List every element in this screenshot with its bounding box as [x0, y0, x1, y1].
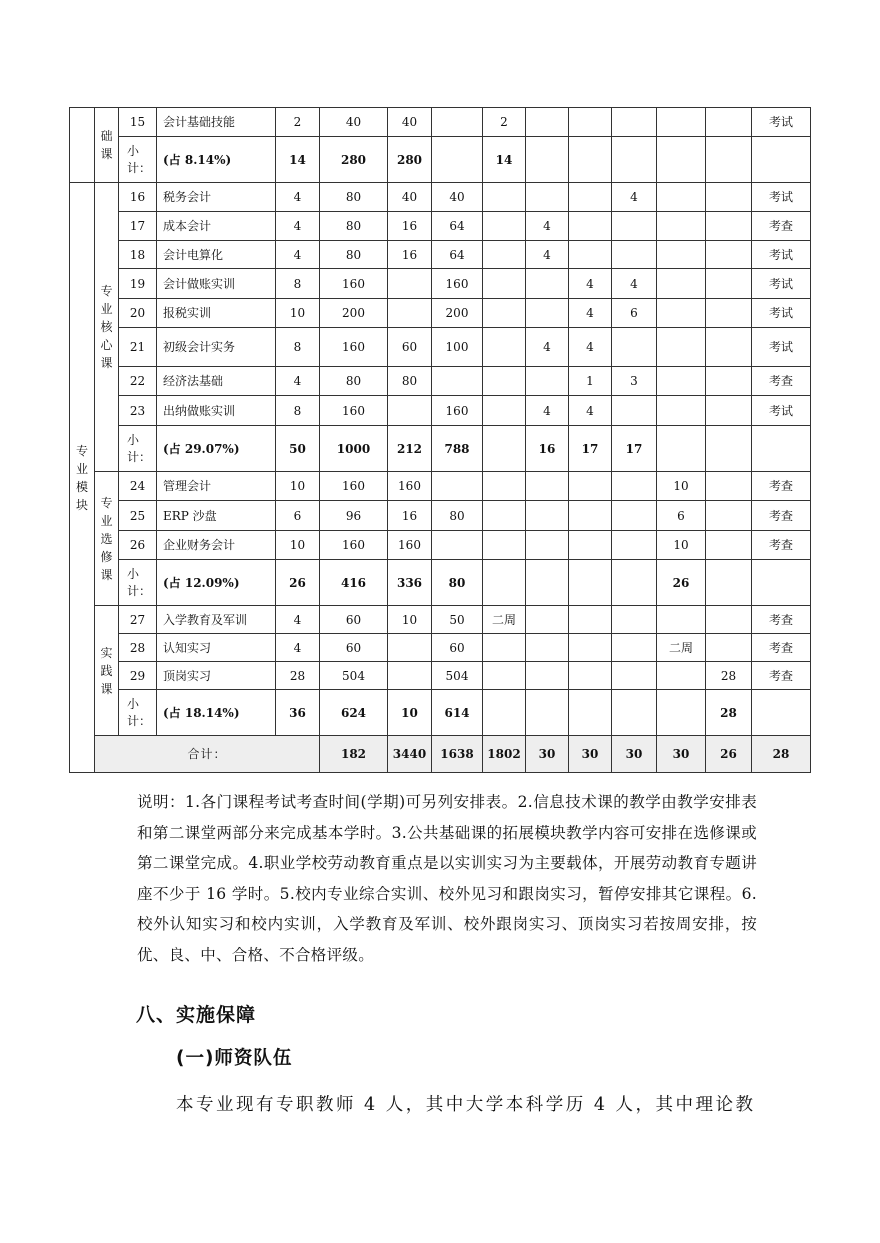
semester-4-cell: [612, 634, 657, 662]
course-name: 初级会计实务: [157, 328, 276, 367]
subtotal-percentage: (占 18.14%): [157, 690, 276, 736]
semester-2-cell: 4: [526, 212, 569, 241]
hours-total-cell: 160: [320, 269, 388, 299]
semester-5-cell: [657, 606, 706, 634]
semester-1-cell: [483, 634, 526, 662]
semester-1-cell: [483, 269, 526, 299]
category-label: 专业模块: [75, 443, 88, 512]
semester-1-cell: 二周: [483, 606, 526, 634]
exam-type-cell: 考查: [752, 367, 811, 396]
semester-1-cell: [483, 501, 526, 531]
category-cell: [95, 472, 119, 606]
semester-3-cell: [569, 560, 612, 606]
exam-type-cell: 考查: [752, 501, 811, 531]
hours-practice-cell: 100: [432, 328, 483, 367]
table-row: [70, 606, 811, 634]
hours-practice-cell: 60: [432, 634, 483, 662]
hours-theory-cell: 60: [388, 328, 432, 367]
credit-cell: 26: [276, 560, 320, 606]
hours-practice-cell: [432, 108, 483, 137]
semester-2-cell: [526, 269, 569, 299]
semester-2-cell: 4: [526, 396, 569, 426]
credit-cell: 10: [276, 299, 320, 328]
subtotal-label: 小计：: [119, 560, 157, 606]
hours-total-cell: 624: [320, 690, 388, 736]
semester-3-cell: 4: [569, 269, 612, 299]
left-margin-cell: [70, 108, 95, 183]
semester-5-cell: [657, 690, 706, 736]
course-name: 会计基础技能: [157, 108, 276, 137]
credit-cell: 4: [276, 241, 320, 269]
semester-3-cell: [569, 241, 612, 269]
hours-total-cell: 80: [320, 183, 388, 212]
hours-total-cell: 280: [320, 137, 388, 183]
semester-2-cell: [526, 501, 569, 531]
exam-type-cell: 考试: [752, 328, 811, 367]
table-row: [70, 269, 811, 299]
semester-4-cell: [612, 137, 657, 183]
table-row: [70, 108, 811, 137]
exam-type-cell: 考查: [752, 472, 811, 501]
semester-3-cell: [569, 137, 612, 183]
hours-total-cell: 80: [320, 367, 388, 396]
semester-6-cell: [706, 531, 752, 560]
hours-theory-cell: [388, 662, 432, 690]
subtotal-percentage: (占 12.09%): [157, 560, 276, 606]
hours-total-cell: 416: [320, 560, 388, 606]
semester-6-cell: [706, 328, 752, 367]
semester-2-cell: [526, 367, 569, 396]
semester-2-cell: 4: [526, 241, 569, 269]
total-row: [70, 736, 811, 773]
semester-4-cell: 4: [612, 183, 657, 212]
semester-6-cell: [706, 367, 752, 396]
subtotal-row: [70, 560, 811, 606]
semester-2-cell: [526, 606, 569, 634]
subtotal-row: [70, 690, 811, 736]
semester-6-cell: [706, 606, 752, 634]
exam-type-cell: 考查: [752, 531, 811, 560]
credit-cell: 50: [276, 426, 320, 472]
semester-2-cell: [526, 137, 569, 183]
semester-5-cell: [657, 299, 706, 328]
semester-1-cell: 30: [526, 736, 569, 773]
semester-6-cell: [706, 472, 752, 501]
exam-type-cell: 考试: [752, 299, 811, 328]
semester-6-cell: [706, 241, 752, 269]
course-name: 经济法基础: [157, 367, 276, 396]
course-number: 27: [119, 606, 157, 634]
category-cell: 础课: [95, 108, 119, 183]
semester-4-cell: [612, 472, 657, 501]
hours-practice-cell: 1802: [483, 736, 526, 773]
course-number: 20: [119, 299, 157, 328]
course-name: 管理会计: [157, 472, 276, 501]
table-row: [70, 328, 811, 367]
hours-theory-cell: 16: [388, 501, 432, 531]
hours-total-cell: 504: [320, 662, 388, 690]
hours-total-cell: 3440: [388, 736, 432, 773]
table-row: [70, 531, 811, 560]
semester-5-cell: [657, 137, 706, 183]
hours-practice-cell: 64: [432, 212, 483, 241]
hours-practice-cell: 40: [432, 183, 483, 212]
exam-type-cell: 考查: [752, 212, 811, 241]
hours-theory-cell: 16: [388, 241, 432, 269]
credit-cell: 4: [276, 212, 320, 241]
hours-practice-cell: 788: [432, 426, 483, 472]
course-number: 18: [119, 241, 157, 269]
semester-1-cell: [483, 367, 526, 396]
hours-total-cell: 40: [320, 108, 388, 137]
table-body: [70, 108, 811, 773]
semester-4-cell: 17: [612, 426, 657, 472]
semester-4-cell: [612, 560, 657, 606]
semester-5-cell: [657, 183, 706, 212]
hours-practice-cell: [432, 531, 483, 560]
semester-6-cell: [706, 108, 752, 137]
category-label: 专业选修课: [100, 495, 113, 582]
semester-2-cell: 4: [526, 328, 569, 367]
hours-total-cell: 60: [320, 606, 388, 634]
hours-practice-cell: 64: [432, 241, 483, 269]
curriculum-table: [69, 107, 811, 773]
hours-practice-cell: 200: [432, 299, 483, 328]
course-number: 19: [119, 269, 157, 299]
semester-1-cell: [483, 472, 526, 501]
hours-theory-cell: 1638: [432, 736, 483, 773]
course-number: 24: [119, 472, 157, 501]
semester-4-cell: [612, 662, 657, 690]
course-name: 顶岗实习: [157, 662, 276, 690]
semester-3-cell: [569, 501, 612, 531]
semester-1-cell: [483, 241, 526, 269]
semester-1-cell: [483, 396, 526, 426]
semester-1-cell: [483, 426, 526, 472]
semester-3-cell: [569, 606, 612, 634]
semester-4-cell: [612, 501, 657, 531]
hours-practice-cell: [432, 367, 483, 396]
table-row: [70, 634, 811, 662]
subsection-heading: (一)师资队伍: [176, 1048, 293, 1069]
table-row: [70, 396, 811, 426]
table-row: [70, 662, 811, 690]
body-paragraph: 本专业现有专职教师 4 人，其中大学本科学历 4 人，其中理论教: [176, 1095, 756, 1115]
hours-theory-cell: [388, 299, 432, 328]
credit-cell: 10: [276, 531, 320, 560]
exam-type-cell: 考试: [752, 396, 811, 426]
hours-total-cell: 200: [320, 299, 388, 328]
course-name: 入学教育及军训: [157, 606, 276, 634]
semester-2-cell: [526, 108, 569, 137]
semester-4-cell: 4: [612, 269, 657, 299]
semester-1-cell: [483, 662, 526, 690]
semester-3-cell: [569, 662, 612, 690]
category-cell: [95, 606, 119, 736]
table-row: [70, 299, 811, 328]
hours-practice-cell: 160: [432, 396, 483, 426]
hours-practice-cell: 614: [432, 690, 483, 736]
exam-type-cell: 考试: [752, 269, 811, 299]
semester-6-cell: [706, 396, 752, 426]
credit-cell: 8: [276, 269, 320, 299]
hours-theory-cell: [388, 269, 432, 299]
semester-5-cell: [657, 367, 706, 396]
semester-1-cell: 2: [483, 108, 526, 137]
hours-practice-cell: [432, 137, 483, 183]
semester-3-cell: [569, 634, 612, 662]
exam-type-cell: 考查: [752, 662, 811, 690]
subtotal-row: [70, 426, 811, 472]
hours-theory-cell: 40: [388, 183, 432, 212]
semester-5-cell: [657, 269, 706, 299]
section-heading: 八、实施保障: [136, 1004, 257, 1026]
category-label: 实践课: [100, 645, 113, 696]
exam-type-cell: 考试: [752, 108, 811, 137]
semester-4-cell: [612, 690, 657, 736]
hours-theory-cell: 10: [388, 606, 432, 634]
exam-type-cell: 考试: [752, 183, 811, 212]
subtotal-label: 小计：: [119, 137, 157, 183]
semester-4-cell: [612, 108, 657, 137]
semester-6-cell: 28: [706, 690, 752, 736]
hours-practice-cell: 80: [432, 560, 483, 606]
subtotal-row: [70, 137, 811, 183]
hours-practice-cell: 80: [432, 501, 483, 531]
credit-cell: 36: [276, 690, 320, 736]
credit-cell: 28: [276, 662, 320, 690]
hours-practice-cell: [432, 472, 483, 501]
semester-3-cell: 4: [569, 299, 612, 328]
hours-theory-cell: 280: [388, 137, 432, 183]
hours-theory-cell: 40: [388, 108, 432, 137]
course-number: 21: [119, 328, 157, 367]
hours-practice-cell: 504: [432, 662, 483, 690]
course-number: 22: [119, 367, 157, 396]
course-number: 28: [119, 634, 157, 662]
semester-3-cell: [569, 212, 612, 241]
exam-type-cell: [752, 426, 811, 472]
credit-cell: 8: [276, 396, 320, 426]
course-name: 成本会计: [157, 212, 276, 241]
semester-5-cell: [657, 212, 706, 241]
semester-6-cell: [706, 137, 752, 183]
semester-6-cell: [706, 501, 752, 531]
semester-4-cell: [612, 606, 657, 634]
semester-4-cell: 30: [657, 736, 706, 773]
credit-cell: 14: [276, 137, 320, 183]
table-row: [70, 501, 811, 531]
credit-cell: 4: [276, 183, 320, 212]
subtotal-label: 小计：: [119, 690, 157, 736]
semester-5-cell: [657, 396, 706, 426]
semester-2-cell: 30: [569, 736, 612, 773]
semester-5-cell: [657, 241, 706, 269]
hours-theory-cell: 10: [388, 690, 432, 736]
category-cell: [95, 183, 119, 472]
credit-cell: 2: [276, 108, 320, 137]
credit-cell: 10: [276, 472, 320, 501]
hours-total-cell: 160: [320, 472, 388, 501]
semester-5-cell: 10: [657, 531, 706, 560]
credit-cell: 8: [276, 328, 320, 367]
semester-6-cell: [706, 560, 752, 606]
course-name: 出纳做账实训: [157, 396, 276, 426]
exam-type-cell: 考查: [752, 606, 811, 634]
semester-4-cell: [612, 396, 657, 426]
semester-6-cell: [706, 212, 752, 241]
table-row: [70, 212, 811, 241]
semester-2-cell: [526, 531, 569, 560]
semester-2-cell: [526, 183, 569, 212]
semester-1-cell: [483, 183, 526, 212]
semester-5-cell: [657, 328, 706, 367]
semester-5-cell: 26: [706, 736, 752, 773]
credit-cell: 182: [320, 736, 388, 773]
hours-total-cell: 160: [320, 328, 388, 367]
subtotal-percentage: (占 8.14%): [157, 137, 276, 183]
course-name: 报税实训: [157, 299, 276, 328]
semester-6-cell: [706, 183, 752, 212]
semester-3-cell: 17: [569, 426, 612, 472]
semester-1-cell: 14: [483, 137, 526, 183]
hours-total-cell: 96: [320, 501, 388, 531]
hours-theory-cell: 160: [388, 531, 432, 560]
table-row: [70, 472, 811, 501]
table-row: [70, 241, 811, 269]
course-number: 25: [119, 501, 157, 531]
exam-type-cell: [752, 560, 811, 606]
semester-5-cell: 10: [657, 472, 706, 501]
hours-theory-cell: 160: [388, 472, 432, 501]
semester-1-cell: [483, 690, 526, 736]
semester-6-cell: [706, 299, 752, 328]
hours-total-cell: 1000: [320, 426, 388, 472]
semester-6-cell: 28: [752, 736, 811, 773]
semester-1-cell: [483, 212, 526, 241]
semester-5-cell: [657, 108, 706, 137]
course-name: 会计做账实训: [157, 269, 276, 299]
course-name: 企业财务会计: [157, 531, 276, 560]
hours-theory-cell: 16: [388, 212, 432, 241]
course-number: 26: [119, 531, 157, 560]
exam-type-cell: 考查: [752, 634, 811, 662]
subtotal-percentage: (占 29.07%): [157, 426, 276, 472]
credit-cell: 4: [276, 367, 320, 396]
hours-total-cell: 80: [320, 241, 388, 269]
semester-2-cell: [526, 299, 569, 328]
total-label: 合计：: [95, 736, 320, 773]
semester-3-cell: 30: [612, 736, 657, 773]
hours-theory-cell: 336: [388, 560, 432, 606]
hours-practice-cell: 50: [432, 606, 483, 634]
hours-theory-cell: [388, 634, 432, 662]
category-label: 专业核心课: [100, 284, 113, 370]
hours-total-cell: 60: [320, 634, 388, 662]
semester-6-cell: [706, 269, 752, 299]
semester-5-cell: [657, 426, 706, 472]
semester-6-cell: [706, 426, 752, 472]
semester-3-cell: 1: [569, 367, 612, 396]
semester-4-cell: [612, 531, 657, 560]
course-number: 15: [119, 108, 157, 137]
semester-2-cell: [526, 472, 569, 501]
hours-total-cell: 160: [320, 531, 388, 560]
semester-4-cell: [612, 212, 657, 241]
semester-5-cell: 6: [657, 501, 706, 531]
semester-3-cell: [569, 690, 612, 736]
hours-theory-cell: 212: [388, 426, 432, 472]
table-row: [70, 183, 811, 212]
subtotal-label: 小计：: [119, 426, 157, 472]
table-row: [70, 367, 811, 396]
course-name: ERP 沙盘: [157, 501, 276, 531]
course-number: 17: [119, 212, 157, 241]
course-name: 认知实习: [157, 634, 276, 662]
semester-1-cell: [483, 299, 526, 328]
semester-3-cell: [569, 183, 612, 212]
semester-6-cell: [706, 634, 752, 662]
semester-3-cell: 4: [569, 328, 612, 367]
semester-4-cell: 6: [612, 299, 657, 328]
semester-2-cell: 16: [526, 426, 569, 472]
semester-5-cell: 26: [657, 560, 706, 606]
hours-theory-cell: [388, 396, 432, 426]
semester-4-cell: [612, 241, 657, 269]
semester-5-cell: 二周: [657, 634, 706, 662]
semester-4-cell: 3: [612, 367, 657, 396]
exam-type-cell: [752, 137, 811, 183]
semester-2-cell: [526, 634, 569, 662]
semester-2-cell: [526, 662, 569, 690]
credit-cell: 6: [276, 501, 320, 531]
semester-6-cell: 28: [706, 662, 752, 690]
hours-total-cell: 160: [320, 396, 388, 426]
semester-3-cell: [569, 531, 612, 560]
semester-3-cell: [569, 472, 612, 501]
semester-2-cell: [526, 690, 569, 736]
semester-1-cell: [483, 531, 526, 560]
exam-type-cell: 考试: [752, 241, 811, 269]
course-number: 29: [119, 662, 157, 690]
course-name: 税务会计: [157, 183, 276, 212]
category-cell: [70, 183, 95, 773]
semester-4-cell: [612, 328, 657, 367]
semester-3-cell: [569, 108, 612, 137]
course-number: 23: [119, 396, 157, 426]
semester-3-cell: 4: [569, 396, 612, 426]
hours-practice-cell: 160: [432, 269, 483, 299]
semester-1-cell: [483, 328, 526, 367]
explanatory-note: 说明：1.各门课程考试考查时间(学期)可另列安排表。2.信息技术课的教学由教学安排表和第二课堂两部分来完成基本学时。3.公共基础课的拓展模块教学内容可安排在选修课或第二课堂完成。4.职业学校劳动教育重点是以实训实习为主要载体，开展劳动教育专题讲座不少于 16 学时。5.校内专业综合实训、校外见习和跟岗实习，暂停安排其它课程。6.校外认知实习和校内实训，入学教育及军训、校外跟岗实习、顶岗实习若按周安排，按优、良、中、合格、不合格评级。: [137, 793, 757, 964]
exam-type-cell: [752, 690, 811, 736]
course-name: 会计电算化: [157, 241, 276, 269]
semester-2-cell: [526, 560, 569, 606]
hours-total-cell: 80: [320, 212, 388, 241]
credit-cell: 4: [276, 634, 320, 662]
hours-theory-cell: 80: [388, 367, 432, 396]
semester-1-cell: [483, 560, 526, 606]
semester-5-cell: [657, 662, 706, 690]
course-number: 16: [119, 183, 157, 212]
credit-cell: 4: [276, 606, 320, 634]
